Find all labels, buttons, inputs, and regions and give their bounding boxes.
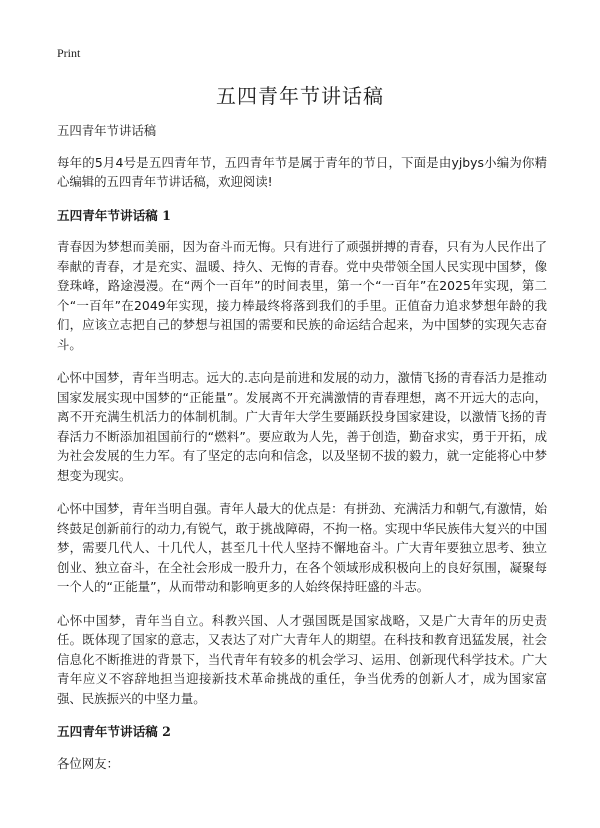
intro-paragraph: 每年的5月4号是五四青年节，五四青年节是属于青年的节日，下面是由yjbys小编为你精心编辑的五四青年节讲话稿，欢迎阅读! (57, 154, 547, 189)
paragraph: 心怀中国梦，青年当明自强。青年人最大的优点是：有拼劲、充满活力和朝气,有激情，始终鼓足创新前行的动力,有锐气，敢于挑战障碍，不拘一格。实现中华民族伟大复兴的中国梦，需要几代人、十几代人，甚至几十代人坚持不懈地奋斗。广大青年要独立思考、独立创业、独立奋斗，在全社会形成一股升力，在各个领域形成积极向上的良好氛围，凝聚每一个人的“正能量”，从而带动和影响更多的人始终保持旺盛的斗志。 (57, 501, 547, 594)
section-heading-1: 五四青年节讲话稿 1 (57, 207, 171, 223)
article-subtitle: 五四青年节讲话稿 (57, 123, 157, 138)
paragraph: 青春因为梦想而美丽，因为奋斗而无悔。只有进行了顽强拼搏的青春，只有为人民作出了奉献的青春，才是充实、温暖、持久、无悔的青春。党中央带领全国人民实现中国梦，像登珠峰，路途漫漫。在“两个一百年”的时间表里，第一个“一百年”在2025年实现，第二个“一百年”在2049年实现，接力棒最终将落到我们的手里。正值奋力追求梦想年龄的我们，应该立志把自己的梦想与祖国的需要和民族的命运结合起来，为中国梦的实现矢志奋斗。 (57, 239, 547, 352)
print-link[interactable]: Print (57, 46, 81, 60)
paragraph: 心怀中国梦，青年当明志。远大的.志向是前进和发展的动力，激情飞扬的青春活力是推动国家发展实现中国梦的“正能量”。发展离不开充满激情的青春理想，离不开远大的志向，离不开充满生机活力的体制机制。广大青年大学生要踊跃投身国家建设，以激情飞扬的青春活力不断添加祖国前行的“燃料”。要应敢为人先，善于创造，勤奋求实，勇于开拓，成为社会发展的生力军。有了坚定的志向和信念，以及坚韧不拔的毅力，就一定能将心中梦想变为现实。 (57, 370, 547, 483)
section-heading-2: 五四青年节讲话稿 2 (57, 724, 171, 739)
paragraph: 心怀中国梦，青年当自立。科教兴国、人才强国既是国家战略，又是广大青年的历史责任。既体现了国家的意志，又表达了对广大青年人的期望。在科技和教育迅猛发展，社会信息化不断推进的背景下，当代青年有较多的机会学习、运用、创新现代科学技术。广大青年应义不容辞地担当迎接新技术革命挑战的重任，争当优秀的创新人才，成为国家富强、民族振兴的中坚力量。 (57, 612, 547, 706)
paragraph: 各位网友： (57, 755, 119, 771)
page-title: 五四青年节讲话稿 (216, 84, 384, 108)
article-body (57, 121, 547, 787)
